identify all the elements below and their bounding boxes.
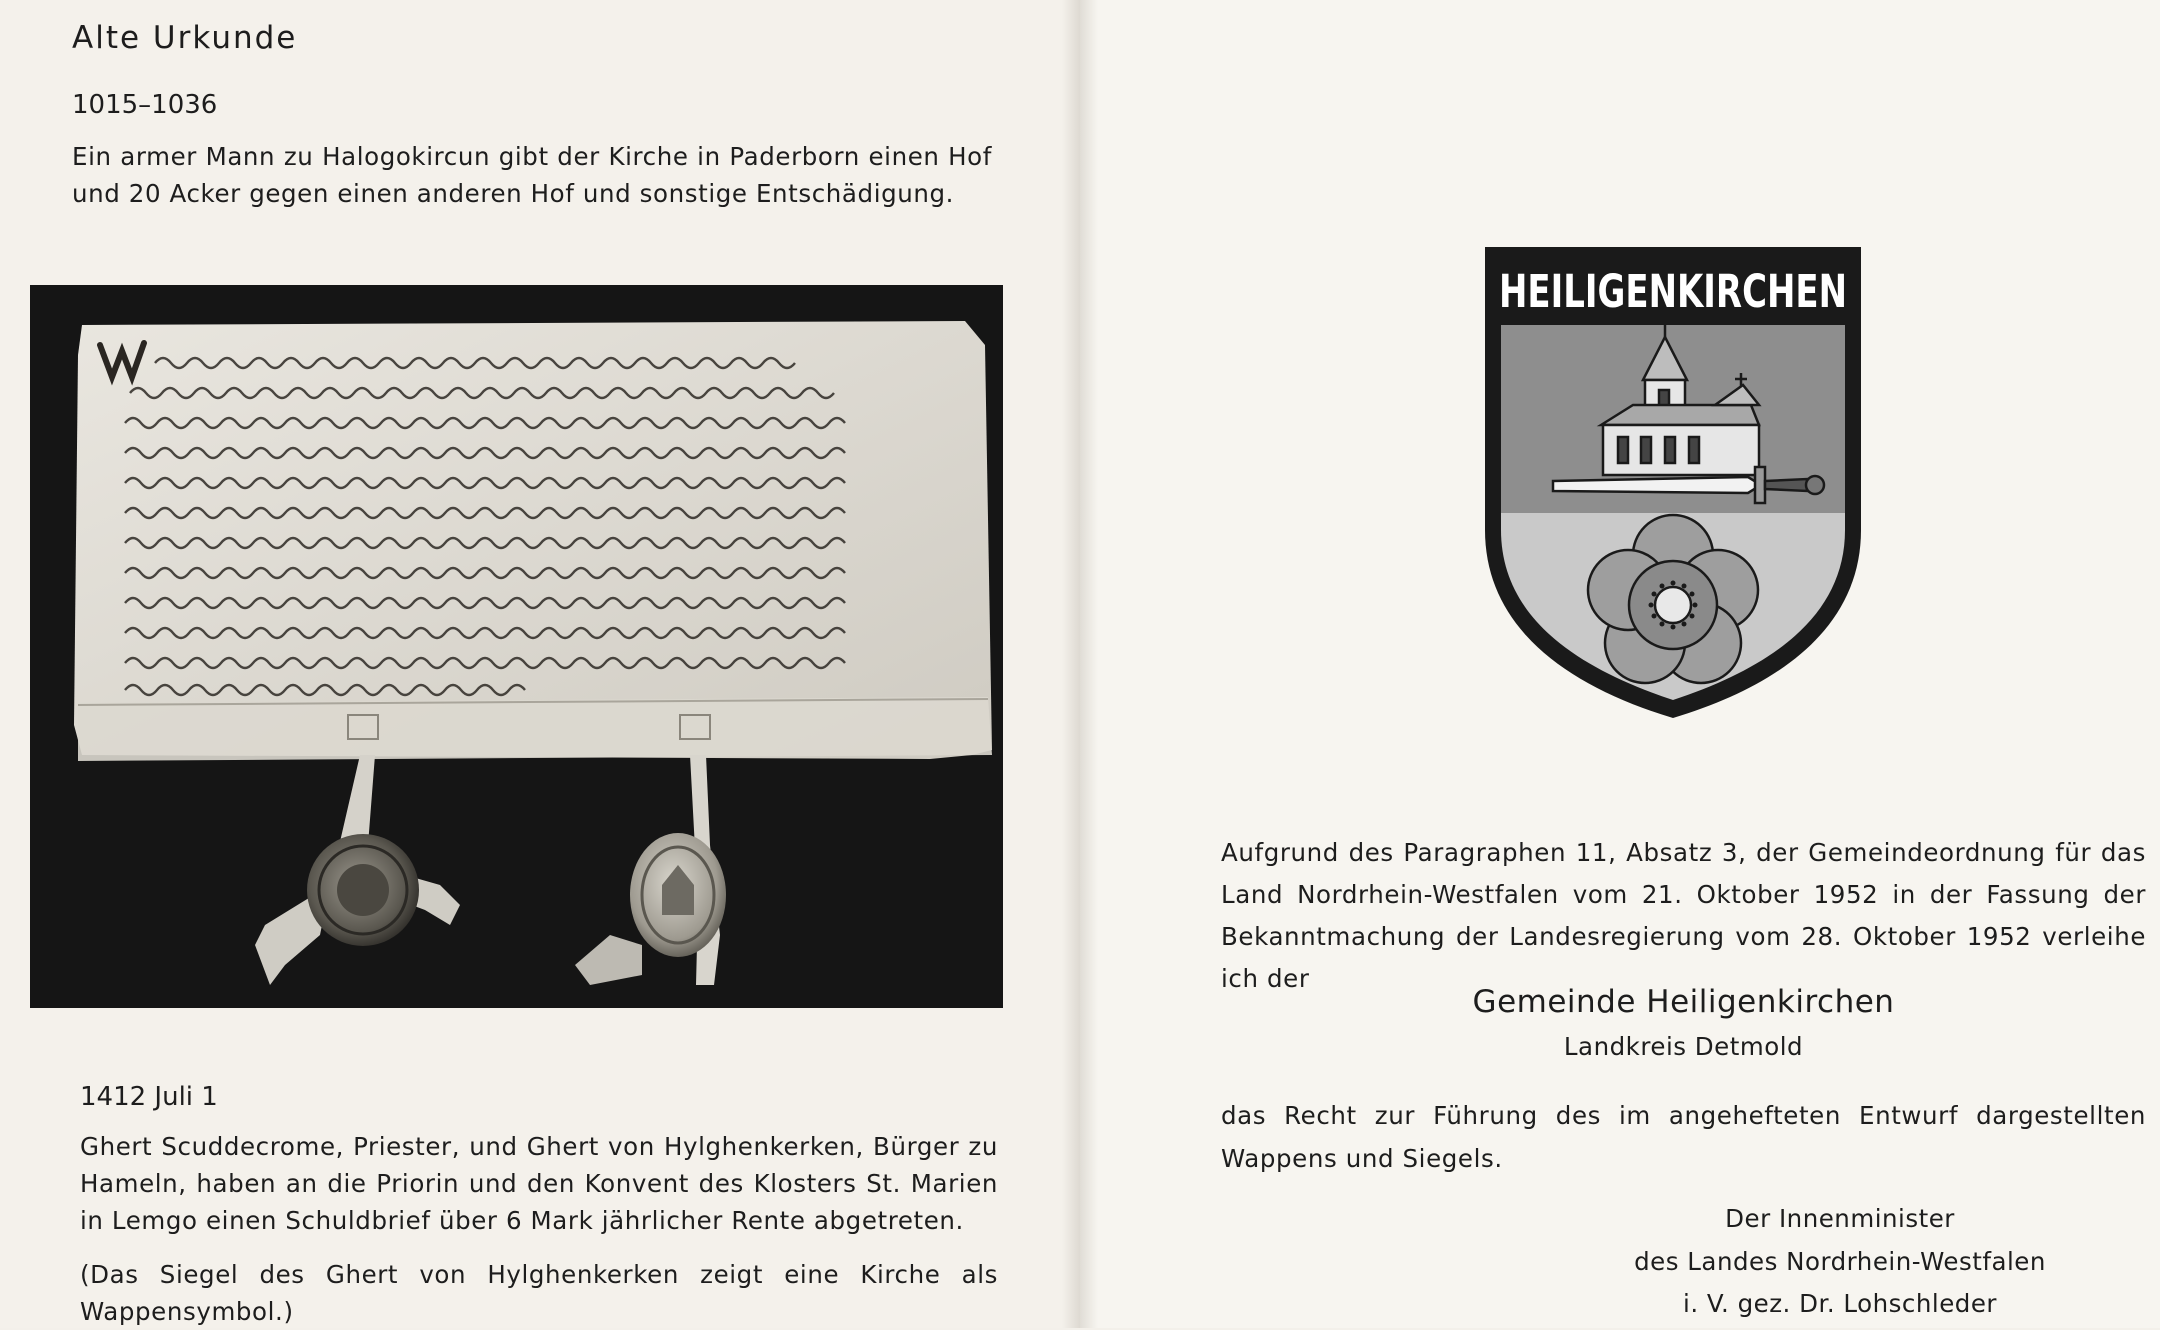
signature-line: Der Innenminister [1725, 1204, 1955, 1233]
charter-image [30, 285, 1003, 1008]
book-gutter [1062, 0, 1098, 1328]
crest-shield [1483, 245, 1863, 720]
seal-note: (Das Siegel des Ghert von Hylghenkerken zeigt eine Kirche als Wappensymbol.) [80, 1260, 998, 1326]
crest-banner: HEILIGENKIRCHEN [1499, 265, 1847, 318]
entry-text: Ein armer Mann zu Halogokircun gibt der Kirche in Paderborn einen Hof und 20 Acker gegen einen anderen Hof und sonstige Entschädigung. [72, 142, 992, 208]
decree-text: Aufgrund des Paragraphen 11, Absatz 3, der Gemeindeordnung für das Land Nordrhein-Westfalen vom 21. Oktober 1952 in der Fassung der Bekanntmachung der Landesregierung vom 28. Oktober 1952 verleihe ich der [1221, 838, 2146, 993]
entry-date: 1412 Juli 1 [80, 1082, 218, 1112]
grant-text: das Recht zur Führung des im angehefteten Entwurf dargestellten Wappens und Siegels. [1221, 1101, 2146, 1173]
charter-photo [30, 285, 1003, 1008]
entry-text: Ghert Scuddecrome, Priester, und Ghert von Hylghenkerken, Bürger zu Hameln, haben an die Priorin und den Konvent des Klosters St. Marien in Lemgo einen Schuldbrief über 6 Mark jährlicher Rente abgetreten. [80, 1132, 998, 1235]
signature-line: i. V. gez. Dr. Lohschleder [1683, 1289, 1997, 1318]
coat-of-arms [1483, 245, 1863, 720]
page-title: Alte Urkunde [72, 20, 298, 56]
left-page [0, 0, 1080, 1328]
signature-line: des Landes Nordrhein-Westfalen [1634, 1247, 2046, 1276]
municipality-name: Gemeinde Heiligenkirchen [1472, 984, 1895, 1020]
entry-date: 1015–1036 [72, 90, 218, 120]
district-name: Landkreis Detmold [1563, 1032, 1804, 1061]
